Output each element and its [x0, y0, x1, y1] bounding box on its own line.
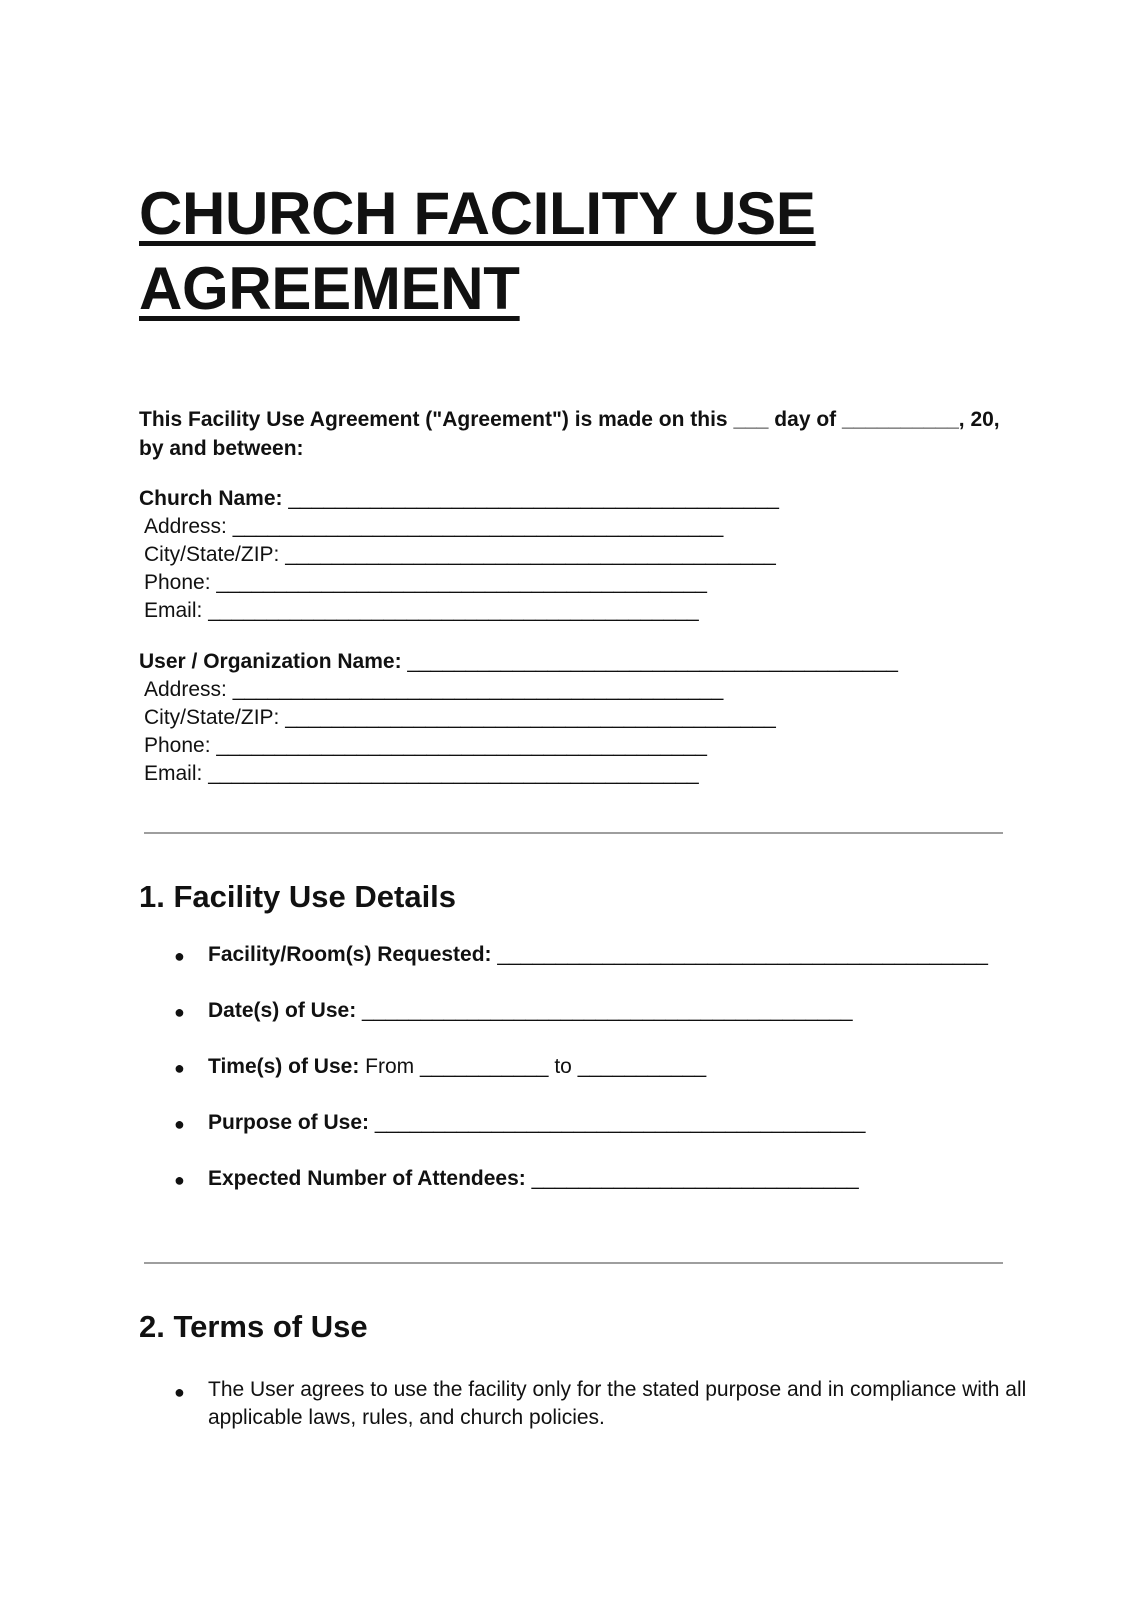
time-to-field[interactable]: ___________	[577, 1055, 707, 1078]
bullet-icon: ●	[174, 1002, 185, 1022]
facility-requested-field[interactable]: __________________________________________	[497, 943, 988, 966]
church-email-row	[144, 597, 699, 625]
user-address-row	[144, 676, 723, 704]
user-address-field[interactable]: __________________________________________	[232, 678, 724, 701]
church-city-field[interactable]: __________________________________________	[285, 543, 776, 566]
dates-of-use-field[interactable]: __________________________________________	[362, 999, 853, 1022]
church-address-field[interactable]: __________________________________________	[232, 515, 724, 538]
church-phone-label: Phone:	[144, 571, 211, 594]
purpose-of-use-label: Purpose of Use:	[208, 1111, 370, 1134]
church-city-label: City/State/ZIP:	[144, 543, 280, 566]
times-from-label: From	[365, 1055, 415, 1078]
expected-attendees-label: Expected Number of Attendees:	[208, 1167, 526, 1190]
church-email-label: Email:	[144, 599, 203, 622]
document-title-line-1: CHURCH FACILITY USE	[139, 180, 816, 247]
user-city-field[interactable]: __________________________________________	[285, 706, 776, 729]
section-divider-2	[144, 1262, 1003, 1264]
expected-attendees-row	[208, 1165, 859, 1193]
user-city-row	[144, 704, 776, 732]
church-name-field[interactable]: __________________________________________	[288, 487, 779, 510]
section-divider-1	[144, 832, 1003, 834]
document-title-line-2: AGREEMENT	[139, 255, 520, 322]
user-name-field[interactable]: __________________________________________	[407, 650, 898, 673]
church-email-field[interactable]: __________________________________________	[208, 599, 699, 622]
term-1-text: The User agrees to use the facility only for the stated purpose and in compliance with all applicable laws, rules, and church policies.	[208, 1378, 1027, 1429]
dates-of-use-label: Date(s) of Use:	[208, 999, 357, 1022]
user-email-field[interactable]: __________________________________________	[208, 762, 699, 785]
church-city-row	[144, 541, 776, 569]
user-name-row	[139, 648, 898, 676]
user-address-label: Address:	[144, 678, 227, 701]
times-of-use-label: Time(s) of Use:	[208, 1055, 360, 1078]
facility-requested-row	[208, 941, 988, 969]
bullet-icon: ●	[174, 1170, 185, 1190]
times-of-use-row	[208, 1053, 706, 1081]
bullet-icon: ●	[174, 1058, 185, 1078]
church-name-row	[139, 485, 779, 513]
user-email-label: Email:	[144, 762, 203, 785]
user-email-row	[144, 760, 699, 788]
church-address-label: Address:	[144, 515, 227, 538]
expected-attendees-field[interactable]: ____________________________	[531, 1167, 859, 1190]
times-to-label: to	[554, 1055, 572, 1078]
user-city-label: City/State/ZIP:	[144, 706, 280, 729]
church-phone-row	[144, 569, 707, 597]
user-name-label: User / Organization Name:	[139, 650, 402, 673]
bullet-icon: ●	[174, 1382, 185, 1402]
user-phone-row	[144, 732, 707, 760]
user-phone-field[interactable]: __________________________________________	[216, 734, 707, 757]
intro-line-2: by and between:	[139, 437, 304, 460]
intro-line-1: This Facility Use Agreement ("Agreement") is made on this ___ day of __________, 20,	[139, 408, 1000, 431]
facility-requested-label: Facility/Room(s) Requested:	[208, 943, 492, 966]
bullet-icon: ●	[174, 946, 185, 966]
section-2-heading: 2. Terms of Use	[139, 1309, 368, 1344]
church-address-row	[144, 513, 723, 541]
church-name-label: Church Name:	[139, 487, 283, 510]
user-phone-label: Phone:	[144, 734, 211, 757]
purpose-of-use-row	[208, 1109, 865, 1137]
dates-of-use-row	[208, 997, 853, 1025]
time-from-field[interactable]: ___________	[420, 1055, 549, 1078]
purpose-of-use-field[interactable]: __________________________________________	[374, 1111, 866, 1134]
church-phone-field[interactable]: __________________________________________	[216, 571, 707, 594]
section-1-heading: 1. Facility Use Details	[139, 879, 457, 914]
bullet-icon: ●	[174, 1114, 185, 1134]
